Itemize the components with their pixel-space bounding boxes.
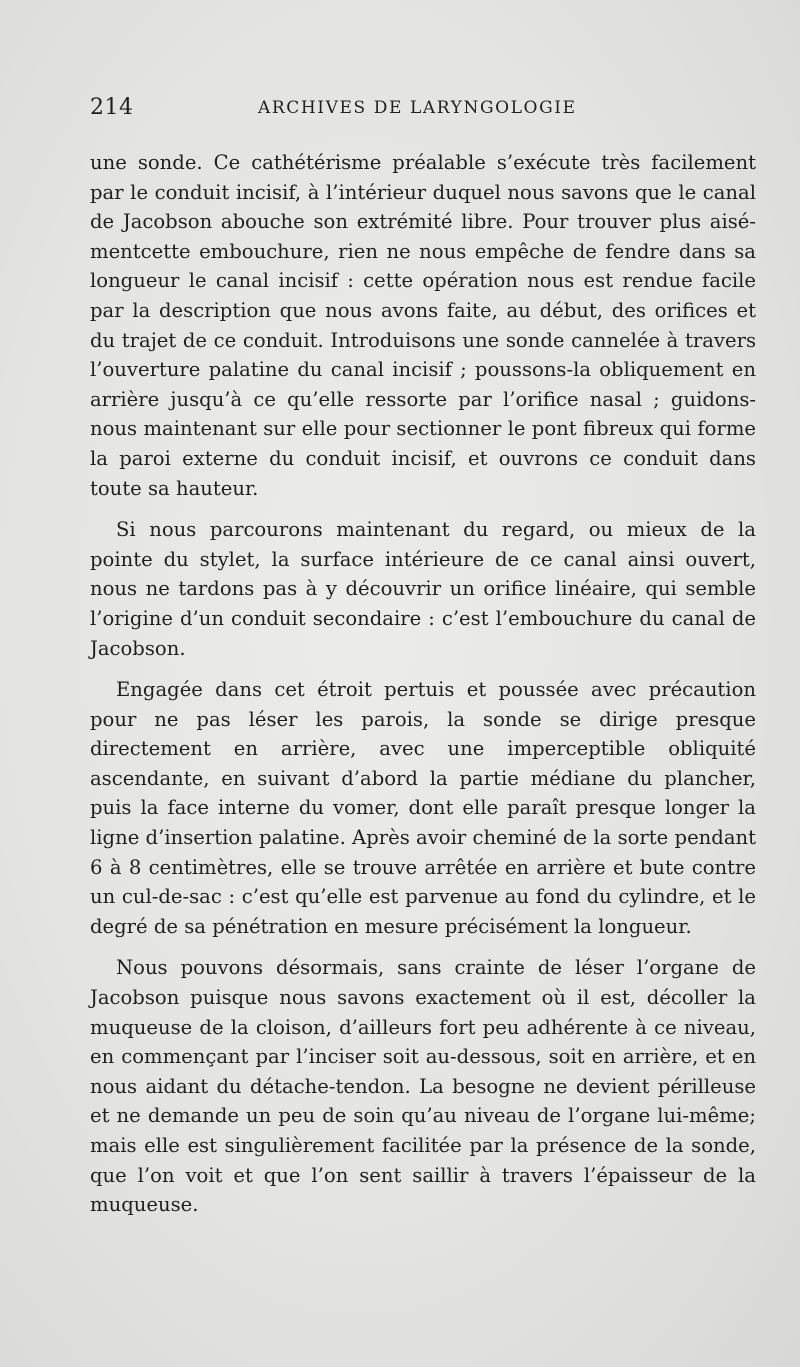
running-head: ARCHIVES DE LARYNGOLOGIE	[258, 98, 577, 118]
body-text	[90, 148, 756, 1232]
paragraph: une sonde. Ce cathétérisme préalable s’exécute très facilement par le conduit incisif, à l’intérieur duquel nous savons que le canal de Jacobson abouche son extrémité libre. Pour trouver plus aisémentcette embouchure, rien ne nous empêche de fendre dans sa longueur le canal incisif : cette opération nous est rendue facile par la description que nous avons faite, au début, des orifices et du trajet de ce conduit. Introduisons une sonde cannelée à travers l’ouverture palatine du canal incisif ; poussons-la obliquement en arrière jusqu’à ce qu’elle ressorte par l’orifice nasal ; guidons-nous maintenant sur elle pour sectionner le pont fibreux qui forme la paroi externe du conduit incisif, et ouvrons ce conduit dans toute sa hauteur.	[90, 151, 756, 500]
paragraph: Nous pouvons désormais, sans crainte de léser l’organe de Jacobson puisque nous savons exactement où il est, décoller la muqueuse de la cloison, d’ailleurs fort peu adhérente à ce niveau, en commençant par l’inciser soit au-dessous, soit en arrière, et en nous aidant du détache-tendon. La besogne ne devient périlleuse et ne demande un peu de soin qu’au niveau de l’organe lui-même; mais elle est singulièrement facilitée par la présence de la sonde, que l’on voit et que l’on sent saillir à travers l’épaisseur de la muqueuse.	[90, 956, 756, 1217]
paragraph: Si nous parcourons maintenant du regard, ou mieux de la pointe du stylet, la surface intérieure de ce canal ainsi ouvert, nous ne tardons pas à y découvrir un orifice linéaire, qui semble l’origine d’un conduit secondaire : c’est l’embouchure du canal de Jacobson.	[90, 518, 756, 660]
page-number: 214	[90, 95, 134, 120]
page-header	[90, 95, 750, 125]
paragraph: Engagée dans cet étroit pertuis et poussée avec précaution pour ne pas léser les parois, la sonde se dirige presque directement en arrière, avec une imperceptible obliquité ascendante, en suivant d’abord la partie médiane du plancher, puis la face interne du vomer, dont elle paraît presque longer la ligne d’insertion palatine. Après avoir cheminé de la sorte pendant 6 à 8 centimètres, elle se trouve arrêtée en arrière et bute contre un cul-de-sac : c’est qu’elle est parvenue au fond du cylindre, et le degré de sa pénétration en mesure précisément la longueur.	[90, 678, 756, 938]
